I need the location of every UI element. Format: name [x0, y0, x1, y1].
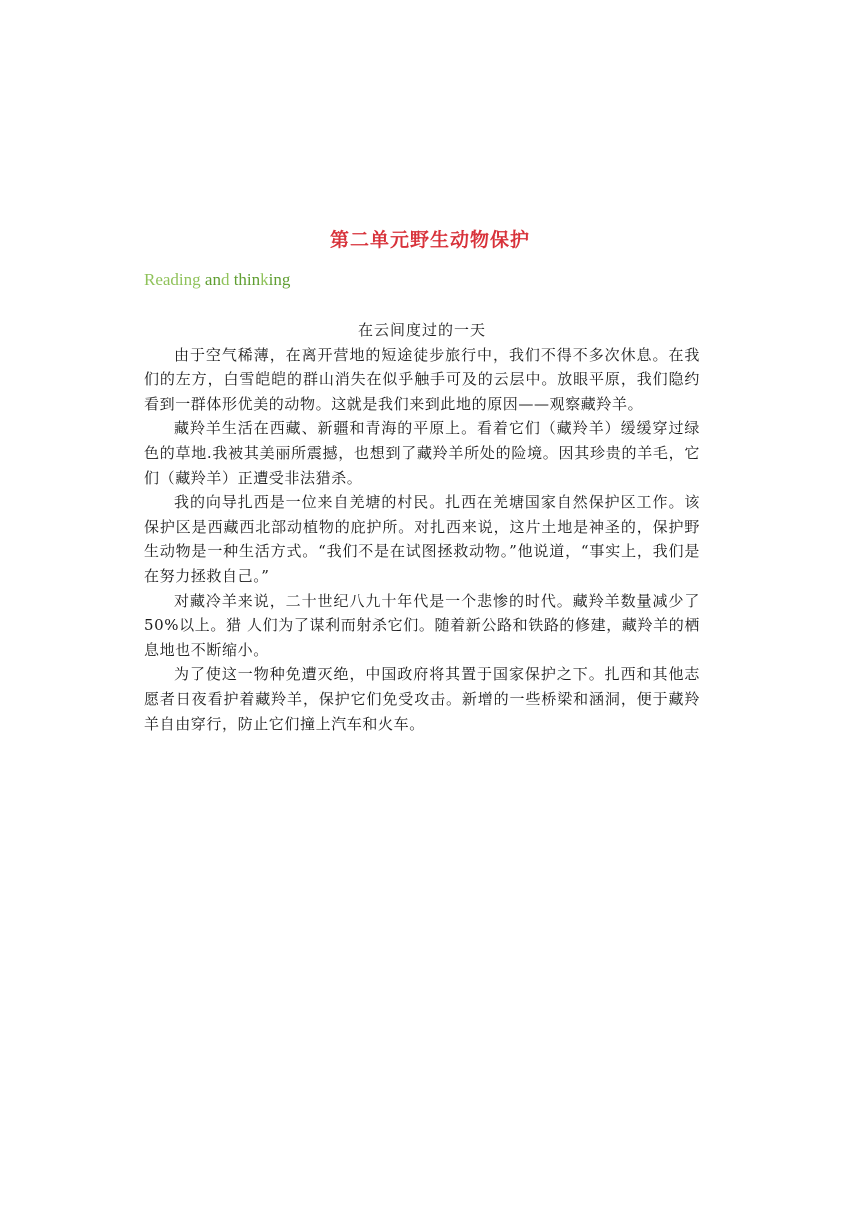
section-heading-part: ing	[268, 270, 291, 289]
page-title: 第二单元野生动物保护	[329, 228, 530, 251]
section-heading-part: k	[260, 270, 269, 289]
section-heading-part: an	[204, 270, 221, 289]
article-paragraph: 对藏冷羊来说，二十世纪八九十年代是一个悲惨的时代。藏羚羊数量减少了 50%以上。猎 人们为了谋利而射杀它们。随着新公路和铁路的修建，藏羚羊的栖息地也不断缩小。	[144, 591, 700, 659]
article	[144, 318, 700, 736]
article-title: 在云间度过的一天	[357, 321, 486, 339]
section-heading-part: d	[220, 270, 234, 289]
article-paragraph: 由于空气稀薄，在离开营地的短途徒步旅行中，我们不得不多次休息。在我们的左方，白雪皑皑的群山消失在似乎触手可及的云层中。放眼平原，我们隐约看到一群体形优美的动物。这就是我们来到此地的原因——观察藏羚羊。	[144, 345, 700, 413]
section-heading-part: Reading	[144, 270, 205, 289]
article-paragraph: 我的向导扎西是一位来自羌塘的村民。扎西在羌塘国家自然保护区工作。该保护区是西藏西北部动植物的庇护所。对扎西来说，这片土地是神圣的，保护野生动物是一种生活方式。“我们不是在试图拯救动物。”他说道，“事实上，我们是在努力拯救自己。”	[144, 493, 700, 585]
article-paragraph: 藏羚羊生活在西藏、新疆和青海的平原上。看着它们（藏羚羊）缓缓穿过绿色的草地.我被其美丽所震撼，也想到了藏羚羊所处的险境。因其珍贵的羊毛，它们（藏羚羊）正遭受非法猎杀。	[144, 419, 700, 487]
section-heading-part: thin	[233, 270, 261, 289]
section-heading	[144, 270, 290, 290]
article-paragraph: 为了使这一物种免遭灭绝，中国政府将其置于国家保护之下。扎西和其他志愿者日夜看护着藏羚羊，保护它们免受攻击。新增的一些桥梁和涵洞，便于藏羚羊自由穿行，防止它们撞上汽车和火车。	[144, 665, 700, 733]
